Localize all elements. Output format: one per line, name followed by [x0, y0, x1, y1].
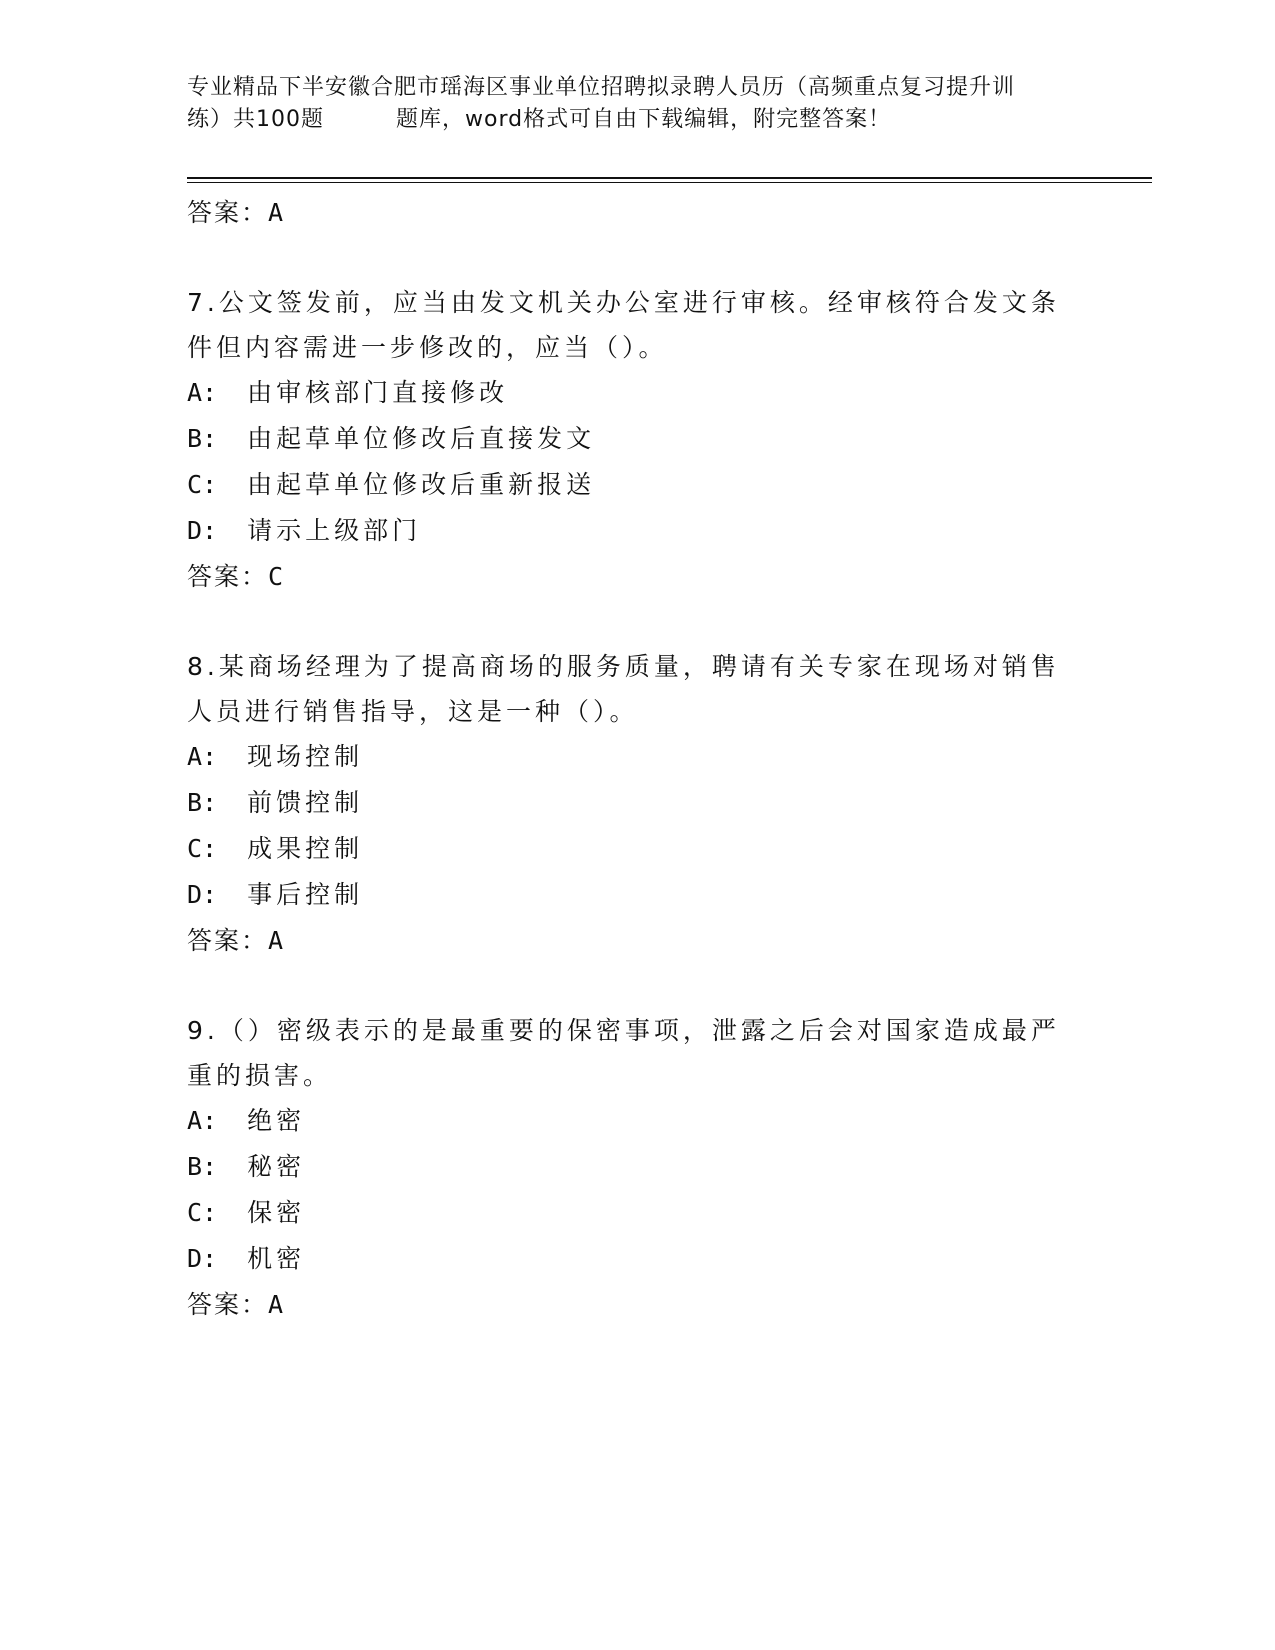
option-letter: C: — [187, 470, 218, 499]
answer-label: 答案： — [187, 926, 269, 955]
option-text: 由审核部门直接修改 — [247, 378, 509, 407]
option-text: 由起草单位修改后直接发文 — [247, 424, 596, 453]
option-b — [187, 416, 1087, 462]
document-body — [187, 190, 1087, 1328]
document-header — [187, 72, 1087, 136]
option-text: 事后控制 — [247, 880, 364, 909]
question-text: 8.某商场经理为了提高商场的服务质量，聘请有关专家在现场对销售人员进行销售指导，这是一种（）。 — [187, 652, 1060, 726]
option-letter: C: — [187, 834, 218, 863]
header-title-line-2 — [187, 104, 1087, 136]
question-9 — [187, 1008, 1087, 1328]
option-text: 前馈控制 — [247, 788, 364, 817]
option-d — [187, 508, 1087, 554]
option-a — [187, 1098, 1087, 1144]
answer-value: A — [268, 1290, 284, 1319]
header-title-line-1: 专业精品下半安徽合肥市瑶海区事业单位招聘拟录聘人员历（高频重点复习提升训 — [187, 75, 1016, 100]
answer-value: A — [268, 926, 284, 955]
option-b — [187, 780, 1087, 826]
option-letter: A: — [187, 742, 218, 771]
option-letter: D: — [187, 516, 218, 545]
option-letter: B: — [187, 424, 218, 453]
header-rule-thick — [187, 177, 1152, 179]
option-letter: C: — [187, 1198, 218, 1227]
header-title-line-2b: 题库，word格式可自由下载编辑，附完整答案！ — [396, 107, 892, 132]
option-d — [187, 872, 1087, 918]
option-b — [187, 1144, 1087, 1190]
header-title-line-2a: 练）共100题 — [187, 107, 324, 132]
answer-line-previous — [187, 190, 1087, 236]
answer-label: 答案： — [187, 562, 269, 591]
option-letter: D: — [187, 880, 218, 909]
option-a — [187, 734, 1087, 780]
question-8 — [187, 644, 1087, 964]
option-letter: B: — [187, 1152, 218, 1181]
answer-value: A — [268, 198, 284, 227]
option-letter: A: — [187, 1106, 218, 1135]
option-c — [187, 462, 1087, 508]
header-rule-thin — [187, 182, 1152, 183]
option-text: 请示上级部门 — [247, 516, 422, 545]
option-text: 现场控制 — [247, 742, 364, 771]
answer-label: 答案： — [187, 1290, 269, 1319]
option-text: 成果控制 — [247, 834, 364, 863]
option-letter: D: — [187, 1244, 218, 1273]
question-text: 7.公文签发前，应当由发文机关办公室进行审核。经审核符合发文条件但内容需进一步修改的，应当（）。 — [187, 288, 1060, 362]
option-text: 秘密 — [247, 1152, 306, 1181]
option-letter: A: — [187, 378, 218, 407]
question-7 — [187, 280, 1087, 600]
option-c — [187, 1190, 1087, 1236]
option-a — [187, 370, 1087, 416]
option-text: 保密 — [247, 1198, 306, 1227]
option-text: 机密 — [247, 1244, 306, 1273]
option-d — [187, 1236, 1087, 1282]
answer-value: C — [268, 562, 284, 591]
option-text: 由起草单位修改后重新报送 — [247, 470, 596, 499]
option-c — [187, 826, 1087, 872]
answer-line — [187, 554, 1087, 600]
answer-line — [187, 1282, 1087, 1328]
question-text: 9.（）密级表示的是最重要的保密事项，泄露之后会对国家造成最严重的损害。 — [187, 1016, 1060, 1090]
option-text: 绝密 — [247, 1106, 306, 1135]
answer-label: 答案： — [187, 198, 269, 227]
option-letter: B: — [187, 788, 218, 817]
answer-line — [187, 918, 1087, 964]
